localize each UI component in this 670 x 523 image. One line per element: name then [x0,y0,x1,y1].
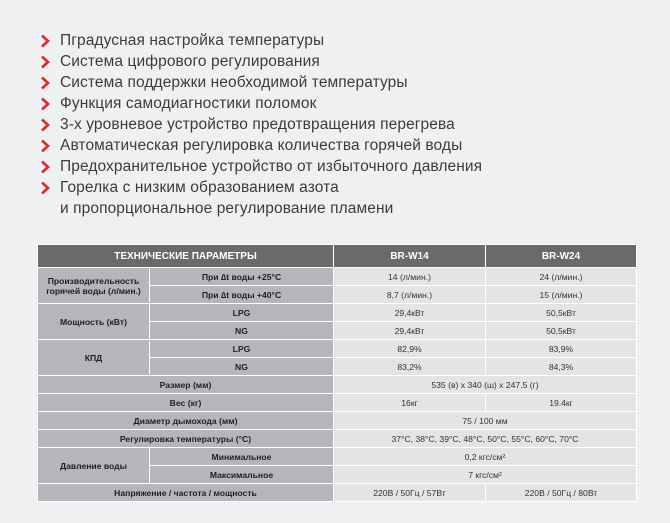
feature-item [40,30,640,51]
cell-value: 16кг [334,394,486,412]
spec-header-title: ТЕХНИЧЕСКИЕ ПАРАМЕТРЫ [38,245,334,268]
spec-header-model-2: BR-W24 [486,245,637,268]
cell-value: 84,3% [486,358,637,376]
row-label-hot-water: Производительность горячей воды (л/мин.) [38,268,150,304]
table-row [38,268,637,286]
feature-item [40,51,640,72]
feature-text: Система цифрового регулирования [60,52,320,70]
chevron-right-icon [40,181,50,195]
cell-value: 82,9% [334,340,486,358]
chevron-right-icon [40,139,50,153]
feature-item [40,156,640,177]
cell-value: 24 (л/мин.) [486,268,637,286]
cell-value: 8,7 (л/мин.) [334,286,486,304]
table-row [38,412,637,430]
chevron-right-icon [40,34,50,48]
table-row [38,394,637,412]
feature-item [40,72,640,93]
cell-value: 50,5кВт [486,322,637,340]
cell-value: 15 (л/мин.) [486,286,637,304]
feature-text: Автоматическая регулировка количества горячей воды [60,136,463,154]
spec-header-model-1: BR-W14 [334,245,486,268]
feature-text: Функция самодиагностики поломок [60,94,317,112]
feature-text: Горелка с низким образованием азота [60,178,339,196]
row-sublabel: NG [150,322,334,340]
row-label-pressure: Давление воды [38,448,150,484]
feature-text: Система поддержки необходимой температуры [60,73,408,91]
row-sublabel: NG [150,358,334,376]
feature-list [40,30,640,219]
table-row [38,340,637,358]
row-label-flue: Диаметр дымохода (мм) [38,412,334,430]
chevron-right-icon [40,76,50,90]
spec-table [37,244,637,502]
row-label-weight: Вес (кг) [38,394,334,412]
table-row [38,376,637,394]
cell-value: 220В / 50Гц / 57Вт [334,484,486,502]
chevron-right-icon [40,160,50,174]
feature-item-continuation [40,198,640,219]
row-label-temp: Регулировка температуры (°C) [38,430,334,448]
chevron-right-icon [40,55,50,69]
row-sublabel: Максимальное [150,466,334,484]
feature-text: Предохранительное устройство от избыточного давления [60,157,483,175]
feature-text: 3-х уровневое устройство предотвращения перегрева [60,115,455,133]
cell-value: 220В / 50Гц / 80Вт [486,484,637,502]
feature-item [40,177,640,198]
table-row [38,484,637,502]
cell-value: 0,2 кгс/см² [334,448,637,466]
row-sublabel: При ∆t воды +25°C [150,268,334,286]
cell-value: 83,2% [334,358,486,376]
cell-value: 7 кгс/см² [334,466,637,484]
row-sublabel: При ∆t воды +40°C [150,286,334,304]
cell-value: 29,4кВт [334,304,486,322]
cell-value: 14 (л/мин.) [334,268,486,286]
cell-value: 75 / 100 мм [334,412,637,430]
feature-text: Пградусная настройка температуры [60,31,325,49]
cell-value: 29,4кВт [334,322,486,340]
feature-text: и пропорциональное регулирование пламени [60,199,394,217]
row-label-efficiency: КПД [38,340,150,376]
row-label-voltage: Напряжение / частота / мощность [38,484,334,502]
cell-value: 50,5кВт [486,304,637,322]
table-row [38,430,637,448]
row-sublabel: Минимальное [150,448,334,466]
feature-item [40,135,640,156]
cell-value: 19.4кг [486,394,637,412]
spec-header-row [38,245,637,268]
feature-item [40,93,640,114]
table-row [38,304,637,322]
row-sublabel: LPG [150,304,334,322]
chevron-right-icon [40,97,50,111]
chevron-right-icon [40,118,50,132]
cell-value: 37°C, 38°C, 39°C, 48°C, 50°C, 55°C, 60°C, 70°C [334,430,637,448]
feature-item [40,114,640,135]
cell-value: 83,9% [486,340,637,358]
table-row [38,448,637,466]
cell-value: 535 (в) х 340 (ш) х 247.5 (г) [334,376,637,394]
row-label-power: Мощность (кВт) [38,304,150,340]
row-sublabel: LPG [150,340,334,358]
row-label-size: Размер (мм) [38,376,334,394]
